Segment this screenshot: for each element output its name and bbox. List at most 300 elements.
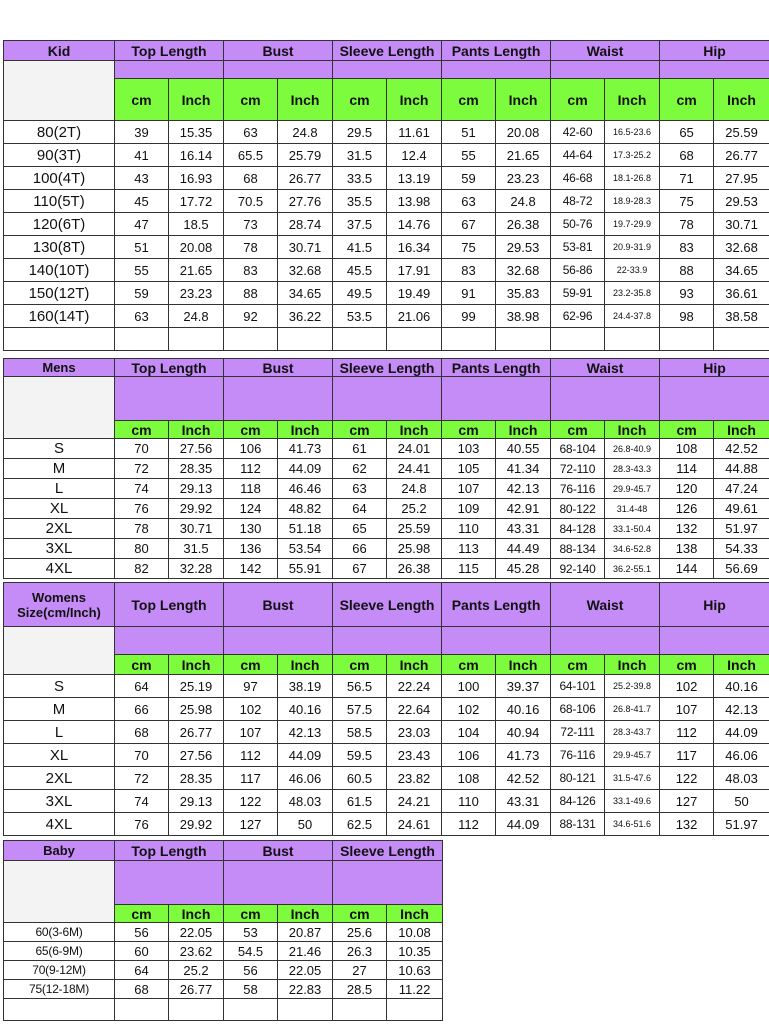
size-cell: 53 bbox=[224, 923, 278, 942]
header-hip: Hip bbox=[660, 583, 769, 627]
womens-size-table bbox=[3, 582, 769, 836]
size-cell: 117 bbox=[660, 744, 714, 767]
size-cell: 25.59 bbox=[714, 121, 769, 144]
size-cell: 51 bbox=[115, 236, 169, 259]
size-cell: 36.61 bbox=[714, 282, 769, 305]
size-cell: 60.5 bbox=[333, 767, 387, 790]
size-cell: 22.05 bbox=[278, 961, 333, 980]
size-cell: 42.52 bbox=[714, 439, 769, 459]
size-cell: 65 bbox=[660, 121, 714, 144]
unit-cm: cm bbox=[551, 421, 605, 439]
table-row bbox=[4, 539, 769, 559]
size-cell: 47.24 bbox=[714, 479, 769, 499]
size-cell: 24.01 bbox=[387, 439, 442, 459]
size-cell: 53.54 bbox=[278, 539, 333, 559]
size-cell: 62.5 bbox=[333, 813, 387, 836]
size-cell: 68-104 bbox=[551, 439, 605, 459]
size-cell: 29.9-45.7 bbox=[605, 744, 660, 767]
size-cell: 24.8 bbox=[278, 121, 333, 144]
header-top-length: Top Length bbox=[115, 841, 224, 861]
size-cell: 44.09 bbox=[714, 721, 769, 744]
size-cell: 32.68 bbox=[278, 259, 333, 282]
size-cell: 19.7-29.9 bbox=[605, 213, 660, 236]
size-cell: 92-140 bbox=[551, 559, 605, 579]
size-cell: 142 bbox=[224, 559, 278, 579]
unit-inch: Inch bbox=[169, 655, 224, 675]
size-cell: 112 bbox=[442, 813, 496, 836]
size-cell: 12.4 bbox=[387, 144, 442, 167]
table-row bbox=[4, 923, 443, 942]
size-cell: 65 bbox=[333, 519, 387, 539]
unit-inch: Inch bbox=[714, 421, 769, 439]
header-pants-length: Pants Length bbox=[442, 41, 551, 61]
unit-cm: cm bbox=[115, 655, 169, 675]
size-cell: 102 bbox=[442, 698, 496, 721]
size-cell: 65.5 bbox=[224, 144, 278, 167]
size-cell: 49.5 bbox=[333, 282, 387, 305]
size-label: 2XL bbox=[4, 519, 115, 539]
size-cell: 113 bbox=[442, 539, 496, 559]
size-cell: 103 bbox=[442, 439, 496, 459]
size-cell: 117 bbox=[224, 767, 278, 790]
size-cell: 72 bbox=[115, 767, 169, 790]
size-label: 60(3-6M) bbox=[4, 923, 115, 942]
size-cell: 10.08 bbox=[387, 923, 443, 942]
size-cell: 46.06 bbox=[278, 767, 333, 790]
size-cell: 32.68 bbox=[714, 236, 769, 259]
size-cell: 51.97 bbox=[714, 813, 769, 836]
size-cell: 10.35 bbox=[387, 942, 443, 961]
table-row bbox=[4, 813, 769, 836]
size-cell: 33.1-49.6 bbox=[605, 790, 660, 813]
size-cell: 118 bbox=[224, 479, 278, 499]
header-sleeve-length: Sleeve Length bbox=[333, 359, 442, 377]
size-cell: 58.5 bbox=[333, 721, 387, 744]
size-cell: 16.93 bbox=[169, 167, 224, 190]
size-cell: 29.9-45.7 bbox=[605, 479, 660, 499]
size-cell: 21.46 bbox=[278, 942, 333, 961]
size-label: M bbox=[4, 698, 115, 721]
size-cell: 36.2-55.1 bbox=[605, 559, 660, 579]
size-cell: 72-110 bbox=[551, 459, 605, 479]
size-cell: 59 bbox=[442, 167, 496, 190]
table-row bbox=[4, 167, 769, 190]
header-top-length: Top Length bbox=[115, 583, 224, 627]
unit-inch: Inch bbox=[714, 655, 769, 675]
unit-inch: Inch bbox=[496, 655, 551, 675]
table-row bbox=[4, 236, 769, 259]
size-cell: 18.1-26.8 bbox=[605, 167, 660, 190]
size-label: 130(8T) bbox=[4, 236, 115, 259]
size-cell: 28.74 bbox=[278, 213, 333, 236]
size-cell: 39.37 bbox=[496, 675, 551, 698]
size-cell: 49.61 bbox=[714, 499, 769, 519]
size-cell: 93 bbox=[660, 282, 714, 305]
size-cell: 44.09 bbox=[278, 459, 333, 479]
size-cell: 42.52 bbox=[496, 767, 551, 790]
size-cell: 44.09 bbox=[496, 813, 551, 836]
unit-inch: Inch bbox=[387, 421, 442, 439]
size-cell: 82 bbox=[115, 559, 169, 579]
size-cell: 127 bbox=[224, 813, 278, 836]
size-label: 100(4T) bbox=[4, 167, 115, 190]
size-cell: 53.5 bbox=[333, 305, 387, 328]
unit-cm: cm bbox=[442, 421, 496, 439]
size-cell: 16.14 bbox=[169, 144, 224, 167]
size-cell: 97 bbox=[224, 675, 278, 698]
size-cell: 136 bbox=[224, 539, 278, 559]
size-cell: 48.82 bbox=[278, 499, 333, 519]
baby-corner-cell bbox=[4, 861, 115, 923]
size-label: 2XL bbox=[4, 767, 115, 790]
size-cell: 70.5 bbox=[224, 190, 278, 213]
table-row bbox=[4, 961, 443, 980]
size-label: S bbox=[4, 439, 115, 459]
size-cell: 38.58 bbox=[714, 305, 769, 328]
size-cell: 42.91 bbox=[496, 499, 551, 519]
table-row bbox=[4, 519, 769, 539]
size-cell: 88 bbox=[660, 259, 714, 282]
size-cell: 25.2 bbox=[387, 499, 442, 519]
size-cell: 30.71 bbox=[169, 519, 224, 539]
size-label: 140(10T) bbox=[4, 259, 115, 282]
size-cell: 47 bbox=[115, 213, 169, 236]
size-cell: 22-33.9 bbox=[605, 259, 660, 282]
size-cell: 25.2-39.8 bbox=[605, 675, 660, 698]
size-cell: 29.13 bbox=[169, 479, 224, 499]
size-cell: 42.13 bbox=[496, 479, 551, 499]
size-cell: 32.68 bbox=[496, 259, 551, 282]
size-cell: 27.56 bbox=[169, 439, 224, 459]
size-cell: 29.53 bbox=[496, 236, 551, 259]
womens-unit-row bbox=[4, 655, 769, 675]
size-cell: 46.06 bbox=[714, 744, 769, 767]
size-cell: 80-122 bbox=[551, 499, 605, 519]
size-cell: 20.9-31.9 bbox=[605, 236, 660, 259]
unit-cm: cm bbox=[333, 655, 387, 675]
size-cell: 71 bbox=[660, 167, 714, 190]
size-cell: 67 bbox=[333, 559, 387, 579]
unit-inch: Inch bbox=[714, 79, 769, 121]
size-cell: 64 bbox=[115, 675, 169, 698]
size-cell: 75 bbox=[660, 190, 714, 213]
size-cell: 84-126 bbox=[551, 790, 605, 813]
unit-inch: Inch bbox=[387, 655, 442, 675]
table-row bbox=[4, 439, 769, 459]
size-cell: 17.91 bbox=[387, 259, 442, 282]
size-cell: 16.34 bbox=[387, 236, 442, 259]
table-row bbox=[4, 790, 769, 813]
size-cell: 72 bbox=[115, 459, 169, 479]
size-cell: 46-68 bbox=[551, 167, 605, 190]
size-cell: 53-81 bbox=[551, 236, 605, 259]
size-cell: 23.23 bbox=[169, 282, 224, 305]
size-label: 3XL bbox=[4, 790, 115, 813]
size-cell: 88 bbox=[224, 282, 278, 305]
size-cell: 55 bbox=[115, 259, 169, 282]
size-cell: 28.5 bbox=[333, 980, 387, 999]
mens-corner-cell bbox=[4, 377, 115, 439]
size-cell: 34.65 bbox=[714, 259, 769, 282]
size-cell: 24.8 bbox=[387, 479, 442, 499]
size-cell: 11.22 bbox=[387, 980, 443, 999]
kid-unit-row bbox=[4, 79, 769, 121]
size-cell: 21.65 bbox=[496, 144, 551, 167]
size-cell: 124 bbox=[224, 499, 278, 519]
table-row bbox=[4, 282, 769, 305]
size-cell: 74 bbox=[115, 790, 169, 813]
header-pants-length: Pants Length bbox=[442, 583, 551, 627]
size-cell: 100 bbox=[442, 675, 496, 698]
size-cell: 25.6 bbox=[333, 923, 387, 942]
size-cell: 23.62 bbox=[169, 942, 224, 961]
size-cell: 34.65 bbox=[278, 282, 333, 305]
size-cell: 31.5 bbox=[169, 539, 224, 559]
size-cell: 42.13 bbox=[278, 721, 333, 744]
size-cell: 34.6-52.8 bbox=[605, 539, 660, 559]
size-cell: 31.5-47.6 bbox=[605, 767, 660, 790]
size-cell: 34.6-51.6 bbox=[605, 813, 660, 836]
size-cell: 63 bbox=[333, 479, 387, 499]
kid-spacer-row bbox=[4, 328, 769, 351]
size-cell: 43 bbox=[115, 167, 169, 190]
size-cell: 11.61 bbox=[387, 121, 442, 144]
size-cell: 27 bbox=[333, 961, 387, 980]
size-cell: 41.73 bbox=[278, 439, 333, 459]
size-cell: 26.38 bbox=[496, 213, 551, 236]
size-cell: 110 bbox=[442, 519, 496, 539]
size-cell: 22.64 bbox=[387, 698, 442, 721]
size-cell: 55.91 bbox=[278, 559, 333, 579]
size-cell: 105 bbox=[442, 459, 496, 479]
size-cell: 26.77 bbox=[169, 721, 224, 744]
size-cell: 122 bbox=[660, 767, 714, 790]
size-cell: 25.19 bbox=[169, 675, 224, 698]
size-cell: 55 bbox=[442, 144, 496, 167]
unit-cm: cm bbox=[333, 79, 387, 121]
size-cell: 26.8-40.9 bbox=[605, 439, 660, 459]
unit-inch: Inch bbox=[605, 79, 660, 121]
size-cell: 64-101 bbox=[551, 675, 605, 698]
size-cell: 25.79 bbox=[278, 144, 333, 167]
size-cell: 40.16 bbox=[278, 698, 333, 721]
size-cell: 120 bbox=[660, 479, 714, 499]
size-cell: 63 bbox=[442, 190, 496, 213]
size-cell: 108 bbox=[660, 439, 714, 459]
size-cell: 107 bbox=[224, 721, 278, 744]
size-cell: 59.5 bbox=[333, 744, 387, 767]
size-cell: 41.73 bbox=[496, 744, 551, 767]
size-cell: 68 bbox=[115, 980, 169, 999]
header-top-length: Top Length bbox=[115, 359, 224, 377]
womens-table bbox=[3, 582, 769, 836]
unit-cm: cm bbox=[660, 655, 714, 675]
size-label: M bbox=[4, 459, 115, 479]
size-cell: 76-116 bbox=[551, 479, 605, 499]
size-cell: 102 bbox=[660, 675, 714, 698]
size-cell: 20.08 bbox=[169, 236, 224, 259]
size-cell: 24.41 bbox=[387, 459, 442, 479]
size-cell: 26.38 bbox=[387, 559, 442, 579]
size-label: 160(14T) bbox=[4, 305, 115, 328]
size-cell: 43.31 bbox=[496, 519, 551, 539]
header-hip: Hip bbox=[660, 41, 769, 61]
header-hip: Hip bbox=[660, 359, 769, 377]
size-cell: 72-111 bbox=[551, 721, 605, 744]
size-cell: 41 bbox=[115, 144, 169, 167]
unit-cm: cm bbox=[224, 655, 278, 675]
size-cell: 56.69 bbox=[714, 559, 769, 579]
size-cell: 68 bbox=[224, 167, 278, 190]
unit-inch: Inch bbox=[169, 905, 224, 923]
size-cell: 26.8-41.7 bbox=[605, 698, 660, 721]
table-row bbox=[4, 744, 769, 767]
size-cell: 38.98 bbox=[496, 305, 551, 328]
size-cell: 57.5 bbox=[333, 698, 387, 721]
size-label: 110(5T) bbox=[4, 190, 115, 213]
unit-inch: Inch bbox=[278, 655, 333, 675]
table-row bbox=[4, 942, 443, 961]
size-cell: 78 bbox=[224, 236, 278, 259]
size-cell: 56.5 bbox=[333, 675, 387, 698]
size-cell: 112 bbox=[224, 459, 278, 479]
table-row bbox=[4, 559, 769, 579]
table-row bbox=[4, 698, 769, 721]
size-cell: 48.03 bbox=[278, 790, 333, 813]
mens-rows bbox=[4, 439, 769, 579]
size-cell: 144 bbox=[660, 559, 714, 579]
size-cell: 20.08 bbox=[496, 121, 551, 144]
size-cell: 14.76 bbox=[387, 213, 442, 236]
size-cell: 31.4-48 bbox=[605, 499, 660, 519]
table-row bbox=[4, 190, 769, 213]
baby-spacer-row bbox=[4, 999, 443, 1021]
size-cell: 80-121 bbox=[551, 767, 605, 790]
size-cell: 99 bbox=[442, 305, 496, 328]
header-pants-length: Pants Length bbox=[442, 359, 551, 377]
unit-inch: Inch bbox=[605, 655, 660, 675]
unit-inch: Inch bbox=[387, 905, 443, 923]
size-cell: 27.76 bbox=[278, 190, 333, 213]
size-label: 4XL bbox=[4, 559, 115, 579]
header-waist: Waist bbox=[551, 583, 660, 627]
size-cell: 42.13 bbox=[714, 698, 769, 721]
size-cell: 35.83 bbox=[496, 282, 551, 305]
size-cell: 10.63 bbox=[387, 961, 443, 980]
size-cell: 25.2 bbox=[169, 961, 224, 980]
size-cell: 78 bbox=[660, 213, 714, 236]
size-cell: 37.5 bbox=[333, 213, 387, 236]
size-cell: 108 bbox=[442, 767, 496, 790]
kid-title: Kid bbox=[4, 41, 115, 61]
baby-title: Baby bbox=[4, 841, 115, 861]
table-row bbox=[4, 499, 769, 519]
size-cell: 64 bbox=[333, 499, 387, 519]
size-cell: 75 bbox=[442, 236, 496, 259]
size-cell: 56 bbox=[115, 923, 169, 942]
unit-cm: cm bbox=[115, 905, 169, 923]
size-cell: 132 bbox=[660, 813, 714, 836]
unit-cm: cm bbox=[115, 79, 169, 121]
size-cell: 102 bbox=[224, 698, 278, 721]
size-cell: 76-116 bbox=[551, 744, 605, 767]
size-label: 120(6T) bbox=[4, 213, 115, 236]
size-cell: 68 bbox=[115, 721, 169, 744]
size-cell: 45.28 bbox=[496, 559, 551, 579]
size-cell: 24.61 bbox=[387, 813, 442, 836]
unit-cm: cm bbox=[442, 79, 496, 121]
size-cell: 21.06 bbox=[387, 305, 442, 328]
size-cell: 70 bbox=[115, 439, 169, 459]
size-cell: 107 bbox=[660, 698, 714, 721]
size-cell: 130 bbox=[224, 519, 278, 539]
unit-inch: Inch bbox=[278, 905, 333, 923]
womens-title bbox=[4, 583, 115, 627]
size-cell: 25.98 bbox=[387, 539, 442, 559]
unit-inch: Inch bbox=[278, 421, 333, 439]
size-cell: 73 bbox=[224, 213, 278, 236]
size-cell: 24.8 bbox=[496, 190, 551, 213]
size-label: S bbox=[4, 675, 115, 698]
size-cell: 22.24 bbox=[387, 675, 442, 698]
size-cell: 18.9-28.3 bbox=[605, 190, 660, 213]
kid-corner-cell bbox=[4, 61, 115, 121]
header-bust: Bust bbox=[224, 841, 333, 861]
unit-cm: cm bbox=[442, 655, 496, 675]
size-cell: 51.97 bbox=[714, 519, 769, 539]
unit-inch: Inch bbox=[169, 421, 224, 439]
size-cell: 45.5 bbox=[333, 259, 387, 282]
size-label: 3XL bbox=[4, 539, 115, 559]
size-cell: 44.49 bbox=[496, 539, 551, 559]
size-cell: 13.19 bbox=[387, 167, 442, 190]
size-cell: 38.19 bbox=[278, 675, 333, 698]
size-cell: 16.5-23.6 bbox=[605, 121, 660, 144]
size-label: XL bbox=[4, 744, 115, 767]
size-cell: 83 bbox=[224, 259, 278, 282]
size-cell: 63 bbox=[115, 305, 169, 328]
size-cell: 122 bbox=[224, 790, 278, 813]
size-cell: 32.28 bbox=[169, 559, 224, 579]
unit-cm: cm bbox=[551, 79, 605, 121]
size-cell: 62 bbox=[333, 459, 387, 479]
size-cell: 25.59 bbox=[387, 519, 442, 539]
baby-rows bbox=[4, 923, 443, 999]
size-cell: 88-134 bbox=[551, 539, 605, 559]
size-cell: 39 bbox=[115, 121, 169, 144]
table-row bbox=[4, 121, 769, 144]
size-cell: 27.95 bbox=[714, 167, 769, 190]
size-label: L bbox=[4, 479, 115, 499]
unit-cm: cm bbox=[224, 79, 278, 121]
size-cell: 59 bbox=[115, 282, 169, 305]
unit-inch: Inch bbox=[278, 79, 333, 121]
mens-title: Mens bbox=[4, 359, 115, 377]
unit-cm: cm bbox=[224, 905, 278, 923]
kid-table bbox=[3, 40, 769, 351]
size-cell: 138 bbox=[660, 539, 714, 559]
size-label: 4XL bbox=[4, 813, 115, 836]
size-cell: 35.5 bbox=[333, 190, 387, 213]
size-cell: 60 bbox=[115, 942, 169, 961]
unit-inch: Inch bbox=[387, 79, 442, 121]
header-sleeve-length: Sleeve Length bbox=[333, 41, 442, 61]
size-cell: 44.09 bbox=[278, 744, 333, 767]
size-cell: 83 bbox=[442, 259, 496, 282]
table-row bbox=[4, 980, 443, 999]
table-row bbox=[4, 479, 769, 499]
size-cell: 54.5 bbox=[224, 942, 278, 961]
